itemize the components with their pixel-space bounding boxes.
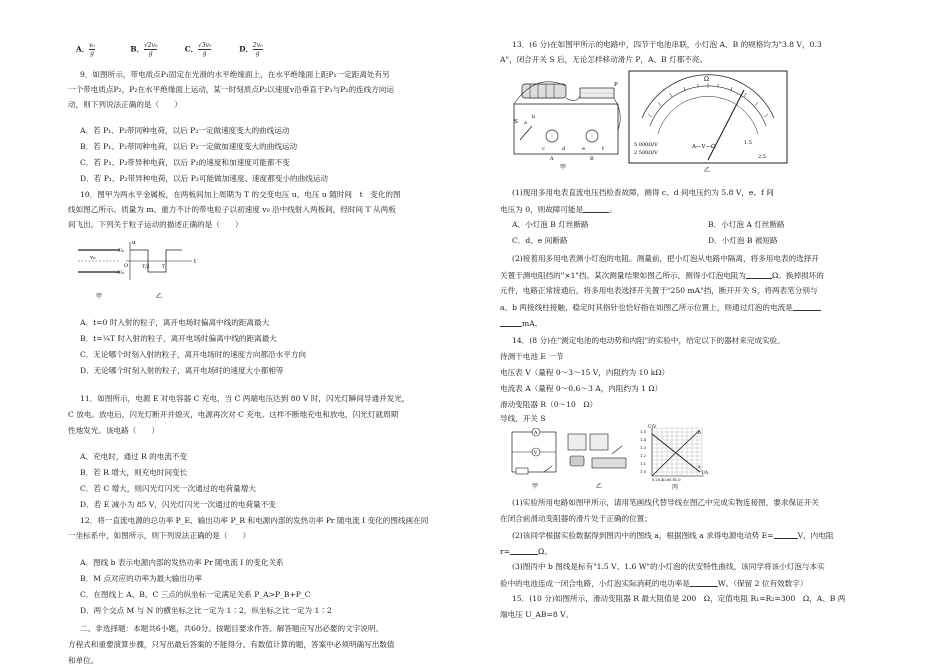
q10-stem-line-2: 线如图乙所示。质量为 m、重力不计的带电粒子以初速度 v₀ 沿中线射入两板间，经时间 T 从两板 (68, 205, 396, 214)
q14-schematic-figure (506, 428, 562, 490)
q10-option-d: D．无论哪个时刻入射的粒子，离开电场时的速度大小都相等 (80, 366, 284, 375)
slider-label: P (614, 82, 618, 88)
line-a-label: a (698, 465, 701, 470)
switch-lever (520, 126, 532, 140)
lamp-b-label: B (590, 156, 594, 162)
lamp-a-label: A (550, 156, 554, 162)
q14-part1-line-1: (1)实验所用电路如图甲所示，请用笔画线代替导线在图乙中完成实物连接图，要求保证开关 (512, 498, 819, 507)
i-axis-label: I/A (702, 470, 709, 475)
q10-option-a: A．t=0 时入射的粒子，离开电场时偏离中线的距离最大 (80, 318, 270, 327)
y-tick-1-1: 1.1 (640, 461, 647, 466)
u0-label: U₀ (118, 248, 125, 254)
battery-device (570, 456, 584, 466)
q14-stem: 14．(8 分)在"测定电池的电动势和内阻"的实验中，给定以下的器材来完成实验。 (512, 336, 785, 345)
q14-ui-graph (638, 424, 714, 490)
voltmeter-label: V (534, 451, 538, 456)
q14-part1-line-2: 在闭合前滑动变阻器的滑片处于正确的位置； (500, 514, 652, 523)
u-axis-label: U/V (648, 425, 657, 430)
neg-u0-label: -U₀ (116, 270, 124, 276)
half-t-label: T/2 (142, 265, 150, 270)
fig-yi-label: 乙 (704, 167, 711, 174)
q13-part1-opts-row-1 (500, 220, 785, 231)
q10-stem-line-3: 间飞出。下列关于粒子运动的描述正确的是（ ） (68, 220, 243, 229)
q11-option-b: B．若 R 增大，则充电时间变长 (80, 468, 188, 477)
q11-option-a: A．充电时，通过 R 的电流不变 (80, 452, 188, 461)
switch-label: S (514, 119, 518, 125)
q11-option-d: D．若 E 减小为 85 V，闪光灯闪光一次通过的电荷量不变 (80, 500, 276, 509)
fig-yi-label: 乙 (156, 293, 163, 300)
fig-bing-label: 丙 (672, 484, 679, 490)
q13-part2-line-2: 关置于测电阻挡的"×1"挡。某次测量结果如图乙所示，测得小灯泡电阻为 Ω。换掉损坏的 (500, 271, 824, 280)
section2-line-1: 二、非选择题：本题共6小题，共60分。按题目要求作答。解答题应写出必要的文字说明、 (80, 624, 384, 633)
q14-part2-line-1: (2)该同学根据实验数据得到图丙中的图线 a，根据图线 a 求得电源电动势 E= V，内电阻 (512, 531, 834, 540)
q12-option-d: D．两个交点 M 与 N 的横坐标之比一定为 1∶2，纵坐标之比一定为 1∶2 (80, 606, 332, 615)
q13-circuit-svg (506, 74, 626, 170)
q14-item-battery: 待测干电池 E 一节 (500, 352, 564, 361)
q13-option-b: B．小灯泡 A 灯丝断路 (708, 220, 785, 229)
q14-item-rheostat: 滑动变阻器 R（0～10 Ω） (500, 400, 598, 409)
q14-schematic-svg (506, 428, 562, 490)
q13-stem-line-2: A"，闭合开关 S 后，无论怎样移动滑片 P，A、B 灯都不亮。 (500, 55, 708, 64)
x-ticks: 0.20.40.60.81.0 (652, 478, 681, 482)
period-label: T (162, 265, 166, 270)
q8-option-b: B． $\frac{\text{√2v₀}}{g}$ (130, 42, 158, 57)
u-label: u (132, 240, 136, 246)
q9-option-a: A．若 P₁、P₂带同种电荷，以后 P₂一定做速度变大的曲线运动 (80, 126, 290, 135)
q8-option-d: D． $\frac{\text{2v₀}}{g}$ (239, 42, 263, 57)
rheostat-device (592, 458, 626, 468)
switch-device (612, 446, 622, 454)
q13-stem-line-1: 13．(6 分)在如图甲所示的电路中，四节干电池串联，小灯泡 A、B 的规格均为"3.8 V，0.3 (512, 40, 822, 49)
q14-part3-line-1: (3)图丙中 b 图线是标有"1.5 V、1.6 W"的小灯泡的伏安特性曲线，该同学将该小灯泡与本实 (512, 562, 825, 571)
q9-stem-line-1: 9．如图所示，带电质点P₁固定在光滑的水平绝缘面上，在水平绝缘面上距P₁一定距离处有另 (80, 70, 390, 79)
q13-option-a: A．小灯泡 B 灯丝断路 (512, 220, 589, 229)
ohm-scale-label: Ω (704, 76, 709, 83)
scale-2-5: 2.5 (758, 154, 766, 160)
q13-option-d: D．小灯泡 B 被短路 (708, 236, 778, 245)
q14-apparatus-figure (566, 428, 632, 490)
q12-stem-line-1: 12．将一直流电源的总功率 P_E、输出功率 P_R 和电源内部的发热功率 Pr 随电流 I 变化的图线画在同 (80, 516, 429, 525)
curve-b (652, 430, 700, 476)
fig-jia-label: 甲 (560, 164, 567, 170)
sensitivity-5000: 5 000Ω/V (634, 142, 658, 148)
q14-part2-line-2: r= Ω。 (500, 547, 552, 556)
q13-meter-figure (628, 70, 788, 174)
q8-options (76, 42, 291, 57)
fig-jia-label: 甲 (532, 483, 539, 490)
q10-option-b: B．t=¼T 时入射的粒子，离开电场时偏离中线的距离最大 (80, 334, 277, 343)
q11-stem-line-2: C 放电。放电后，闪光灯断开并熄灭，电源再次对 C 充电。这样不断地充电和放电，闪光灯就周期 (68, 410, 399, 419)
scale-1-5: 1.5 (744, 140, 752, 146)
y-tick-1-4: 1.4 (640, 437, 647, 442)
q14-item-ammeter: 电流表 A（量程 0～0.6～3 A，内阻约为 1 Ω） (500, 384, 663, 393)
q12-option-b: B．M 点对应的功率为最大输出功率 (80, 574, 203, 583)
q15-line-1: 15．(10 分)如图所示，滑动变阻器 R 最大阻值是 200 Ω，定值电阻 R₁=R₂=300 Ω，A、B 两 (512, 594, 846, 603)
q13-part2-line-1: (2)接着用多用电表测小灯泡的电阻。测量前，把小灯泡从电路中隔离，将多用电表的选择开 (512, 254, 819, 263)
y-tick-1-2: 1.2 (640, 453, 647, 458)
terminal-d: d (562, 146, 566, 152)
q9-option-c: C．若 P₁、P₂带异种电荷，以后 P₂的速度和加速度可能都不变 (80, 158, 290, 167)
q14-item-voltmeter: 电压表 V（量程 0～3～15 V，内阻约为 10 kΩ） (500, 368, 670, 377)
q13-part2-line-5: mA。 (500, 318, 542, 330)
terminal-b: b (532, 114, 536, 120)
q8-option-a: A． $\frac{\text{v₀}}{g}$ (76, 42, 95, 57)
q13-part1-opts-row-2 (500, 236, 778, 247)
rheostat-symbol (516, 468, 528, 474)
q15-line-2: 端电压 U_AB=8 V。 (500, 610, 574, 619)
terminal-e: e (582, 146, 585, 152)
q10-stem-line-1: 10．图甲为两水平金属板，在两板间加上周期为 T 的交变电压 u，电压 u 随时间 t 变化的图 (80, 190, 401, 199)
terminal-c: c (542, 146, 545, 152)
y-tick-1-0: 1.0 (640, 469, 647, 474)
q14-item-wires: 导线、开关 S (500, 414, 546, 423)
origin-label: O (124, 263, 129, 269)
q9-option-d: D．若 P₁、P₂带异种电荷，以后 P₂可能做加速度、速度都变小的曲线运动 (80, 174, 328, 183)
q12-stem-line-2: 一坐标系中，如图所示，则下列说法正确的是（ ） (68, 531, 251, 540)
fig-jia-label: 甲 (96, 293, 103, 300)
q11-option-c: C．若 C 增大，则闪光灯闪光一次通过的电荷量增大 (80, 484, 256, 493)
avo-label: A—V—Ω (692, 144, 716, 150)
q9-option-b: B．若 P₁、P₂带同种电荷，以后 P₂一定做加速度变大的曲线运动 (80, 142, 298, 151)
sensitivity-2500: 2 500Ω/V (634, 150, 658, 156)
q14-part3-line-2: 验中的电池连成一闭合电路，小灯泡实际消耗的电功率是 W。（保留 2 位有效数字） (500, 579, 808, 588)
q14-apparatus-svg (566, 428, 632, 490)
q14-ui-graph-svg (638, 424, 714, 490)
q10-option-c: C．无论哪个时刻入射的粒子，离开电场时的速度方向都沿水平方向 (80, 350, 307, 359)
y-tick-1-3: 1.3 (640, 445, 647, 450)
q9-stem-line-3: 动，则下列说法正确的是（ ） (68, 100, 182, 109)
curve-b-label: b (698, 431, 701, 436)
ammeter-label: A (534, 431, 538, 436)
y-tick-1-5: 1.5 (640, 429, 647, 434)
q13-part2-line-3: 元件，电路正常接通后，将多用电表选择开关置于"250 mA"挡，断开开关 S，将两表笔分别与 (500, 286, 818, 295)
q10-figure (76, 236, 206, 304)
section2-line-2: 方程式和重要演算步骤，只写出最后答案的不能得分。有数值计算的题，答案中必须明确写出数值 (68, 640, 395, 649)
section2-line-3: 和单位。 (68, 656, 99, 665)
q9-stem-line-2: 一个带电质点P₂，P₂在水平绝缘面上运动，某一时刻质点P₂以速度v沿垂直于P₁与P₂的连线方向运 (68, 85, 395, 94)
q13-part2-line-4: a、b 两接线柱接触，稳定时其指针也恰好指在如图乙所示位置上，则通过灯泡的电流是 (500, 302, 821, 314)
ammeter-device (590, 434, 608, 450)
q13-option-c: C．d、e 间断路 (512, 236, 568, 245)
q13-circuit-figure (506, 74, 626, 170)
q11-stem-line-3: 性地发光。该电路（ ） (68, 426, 160, 435)
terminal-f: f (602, 146, 604, 152)
q8-option-c: C． $\frac{\text{√3v₀}}{g}$ (184, 42, 212, 57)
battery-pack (522, 84, 566, 98)
terminal-a: a (524, 120, 527, 126)
v0-label: v₀ (90, 255, 96, 261)
q13-meter-svg (628, 70, 788, 174)
lamp-b (586, 130, 598, 142)
lamp-a (546, 130, 558, 142)
t-label: t (194, 259, 197, 265)
q10-figure-svg (76, 236, 206, 304)
q12-option-c: C．在图线上 A、B、C 三点的纵坐标一定满足关系 P_A>P_B+P_C (80, 590, 311, 599)
q11-stem-line-1: 11．如图所示，电源 E 对电容器 C 充电，当 C 两端电压达到 80 V 时，闪光灯瞬间导通并发光， (80, 394, 410, 403)
fig-yi-label: 乙 (596, 483, 603, 490)
q13-part1-line-1: (1)现用多用电表直流电压挡检查故障，测得 c、d 间电压约为 5.8 V，e、f 间 (512, 188, 774, 197)
q13-part1-line-2: 电压为 0，则故障可能是 。 (500, 205, 617, 214)
voltmeter-device (568, 434, 586, 450)
switch-symbol (544, 466, 552, 472)
q12-option-a: A．图线 b 表示电源内部的发热功率 Pr 随电流 I 的变化关系 (80, 558, 284, 567)
